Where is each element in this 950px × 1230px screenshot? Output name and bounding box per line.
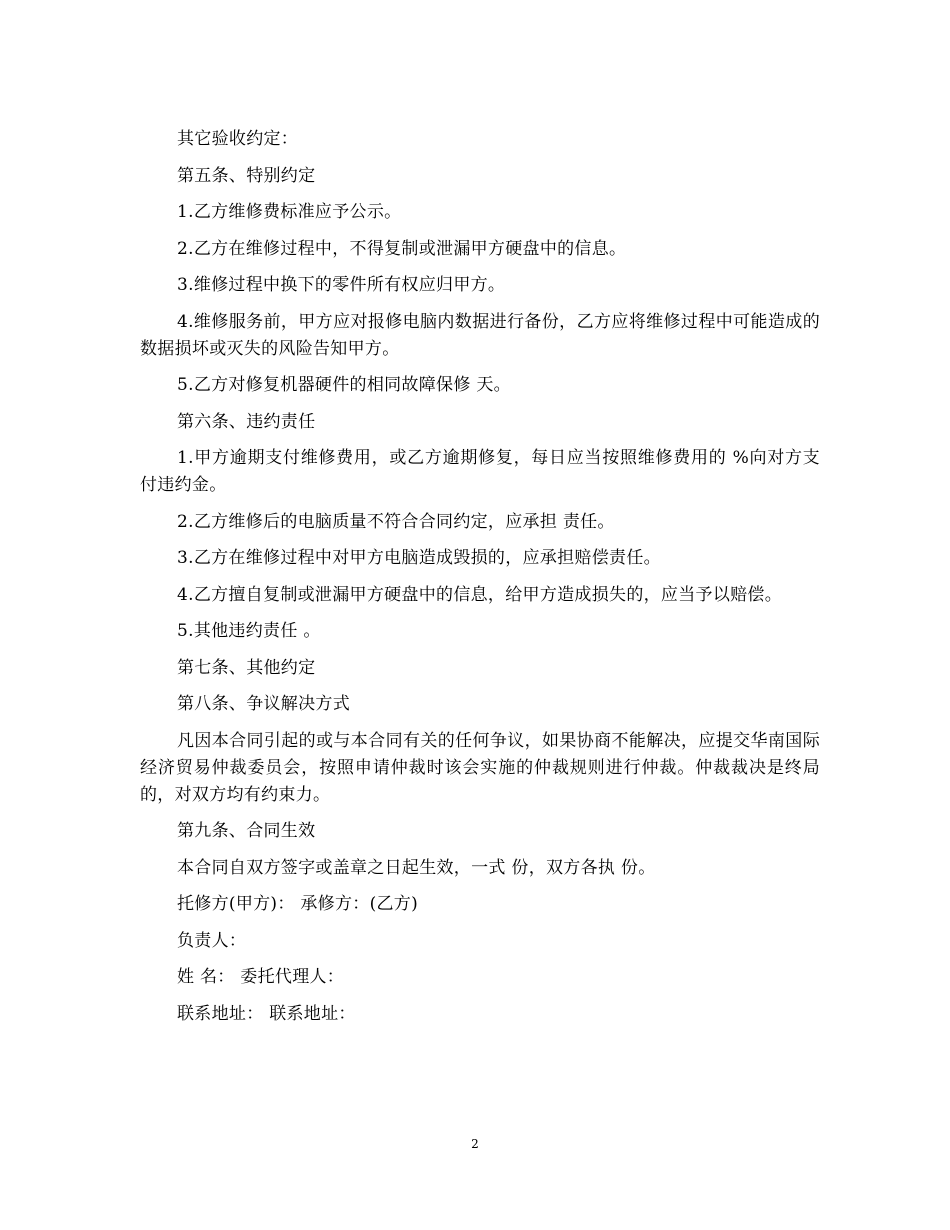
clause-6-2: 2.乙方维修后的电脑质量不符合合同约定，应承担 责任。 bbox=[177, 511, 615, 532]
heading-article-5: 第五条、特别约定 bbox=[177, 165, 316, 186]
signature-name-agent: 姓 名： 委托代理人： bbox=[177, 967, 345, 987]
heading-article-6: 第六条、违约责任 bbox=[177, 411, 316, 432]
signature-responsible-person: 负责人： bbox=[177, 930, 247, 951]
page-number: 2 bbox=[471, 1137, 479, 1151]
heading-article-7: 第七条、其他约定 bbox=[177, 657, 316, 678]
clause-6-3: 3.乙方在维修过程中对甲方电脑造成毁损的，应承担赔偿责任。 bbox=[177, 548, 661, 568]
clause-5-5: 5.乙方对修复机器硬件的相同故障保修 天。 bbox=[177, 375, 511, 395]
clause-5-4: 4.维修服务前，甲方应对报修电脑内数据进行备份，乙方应将维修过程中可能造成的数据损坏或灭失的风险告知甲方。 bbox=[140, 311, 820, 359]
clause-6-4: 4.乙方擅自复制或泄漏甲方硬盘中的信息，给甲方造成损失的，应当予以赔偿。 bbox=[177, 584, 783, 605]
clause-5-3: 3.维修过程中换下的零件所有权应归甲方。 bbox=[177, 275, 506, 295]
clause-8-dispute: 凡因本合同引起的或与本合同有关的任何争议，如果协商不能解决，应提交华南国际经济贸易仲裁委员会，按照申请仲裁时该会实施的仲裁规则进行仲裁。仲裁裁决是终局的，对双方均有约束力。 bbox=[140, 730, 820, 805]
clause-5-1: 1.乙方维修费标准应予公示。 bbox=[177, 202, 402, 222]
clause-6-1: 1.甲方逾期支付维修费用，或乙方逾期修复，每日应当按照维修费用的 %向对方支付违约金。 bbox=[140, 448, 820, 495]
signature-parties-line: 托修方(甲方)： 承修方：(乙方) bbox=[177, 894, 419, 914]
heading-article-8: 第八条、争议解决方式 bbox=[177, 694, 350, 714]
clause-5-2: 2.乙方在维修过程中，不得复制或泄漏甲方硬盘中的信息。 bbox=[177, 238, 627, 259]
heading-article-9: 第九条、合同生效 bbox=[177, 821, 316, 841]
signature-address: 联系地址： 联系地址： bbox=[177, 1003, 356, 1024]
clause-9-effective: 本合同自双方签字或盖章之日起生效，一式 份，双方各执 份。 bbox=[177, 857, 656, 878]
paragraph-other-acceptance: 其它验收约定： bbox=[177, 129, 299, 149]
clause-6-5: 5.其他违约责任 。 bbox=[177, 621, 321, 641]
document-body bbox=[140, 126, 820, 1037]
